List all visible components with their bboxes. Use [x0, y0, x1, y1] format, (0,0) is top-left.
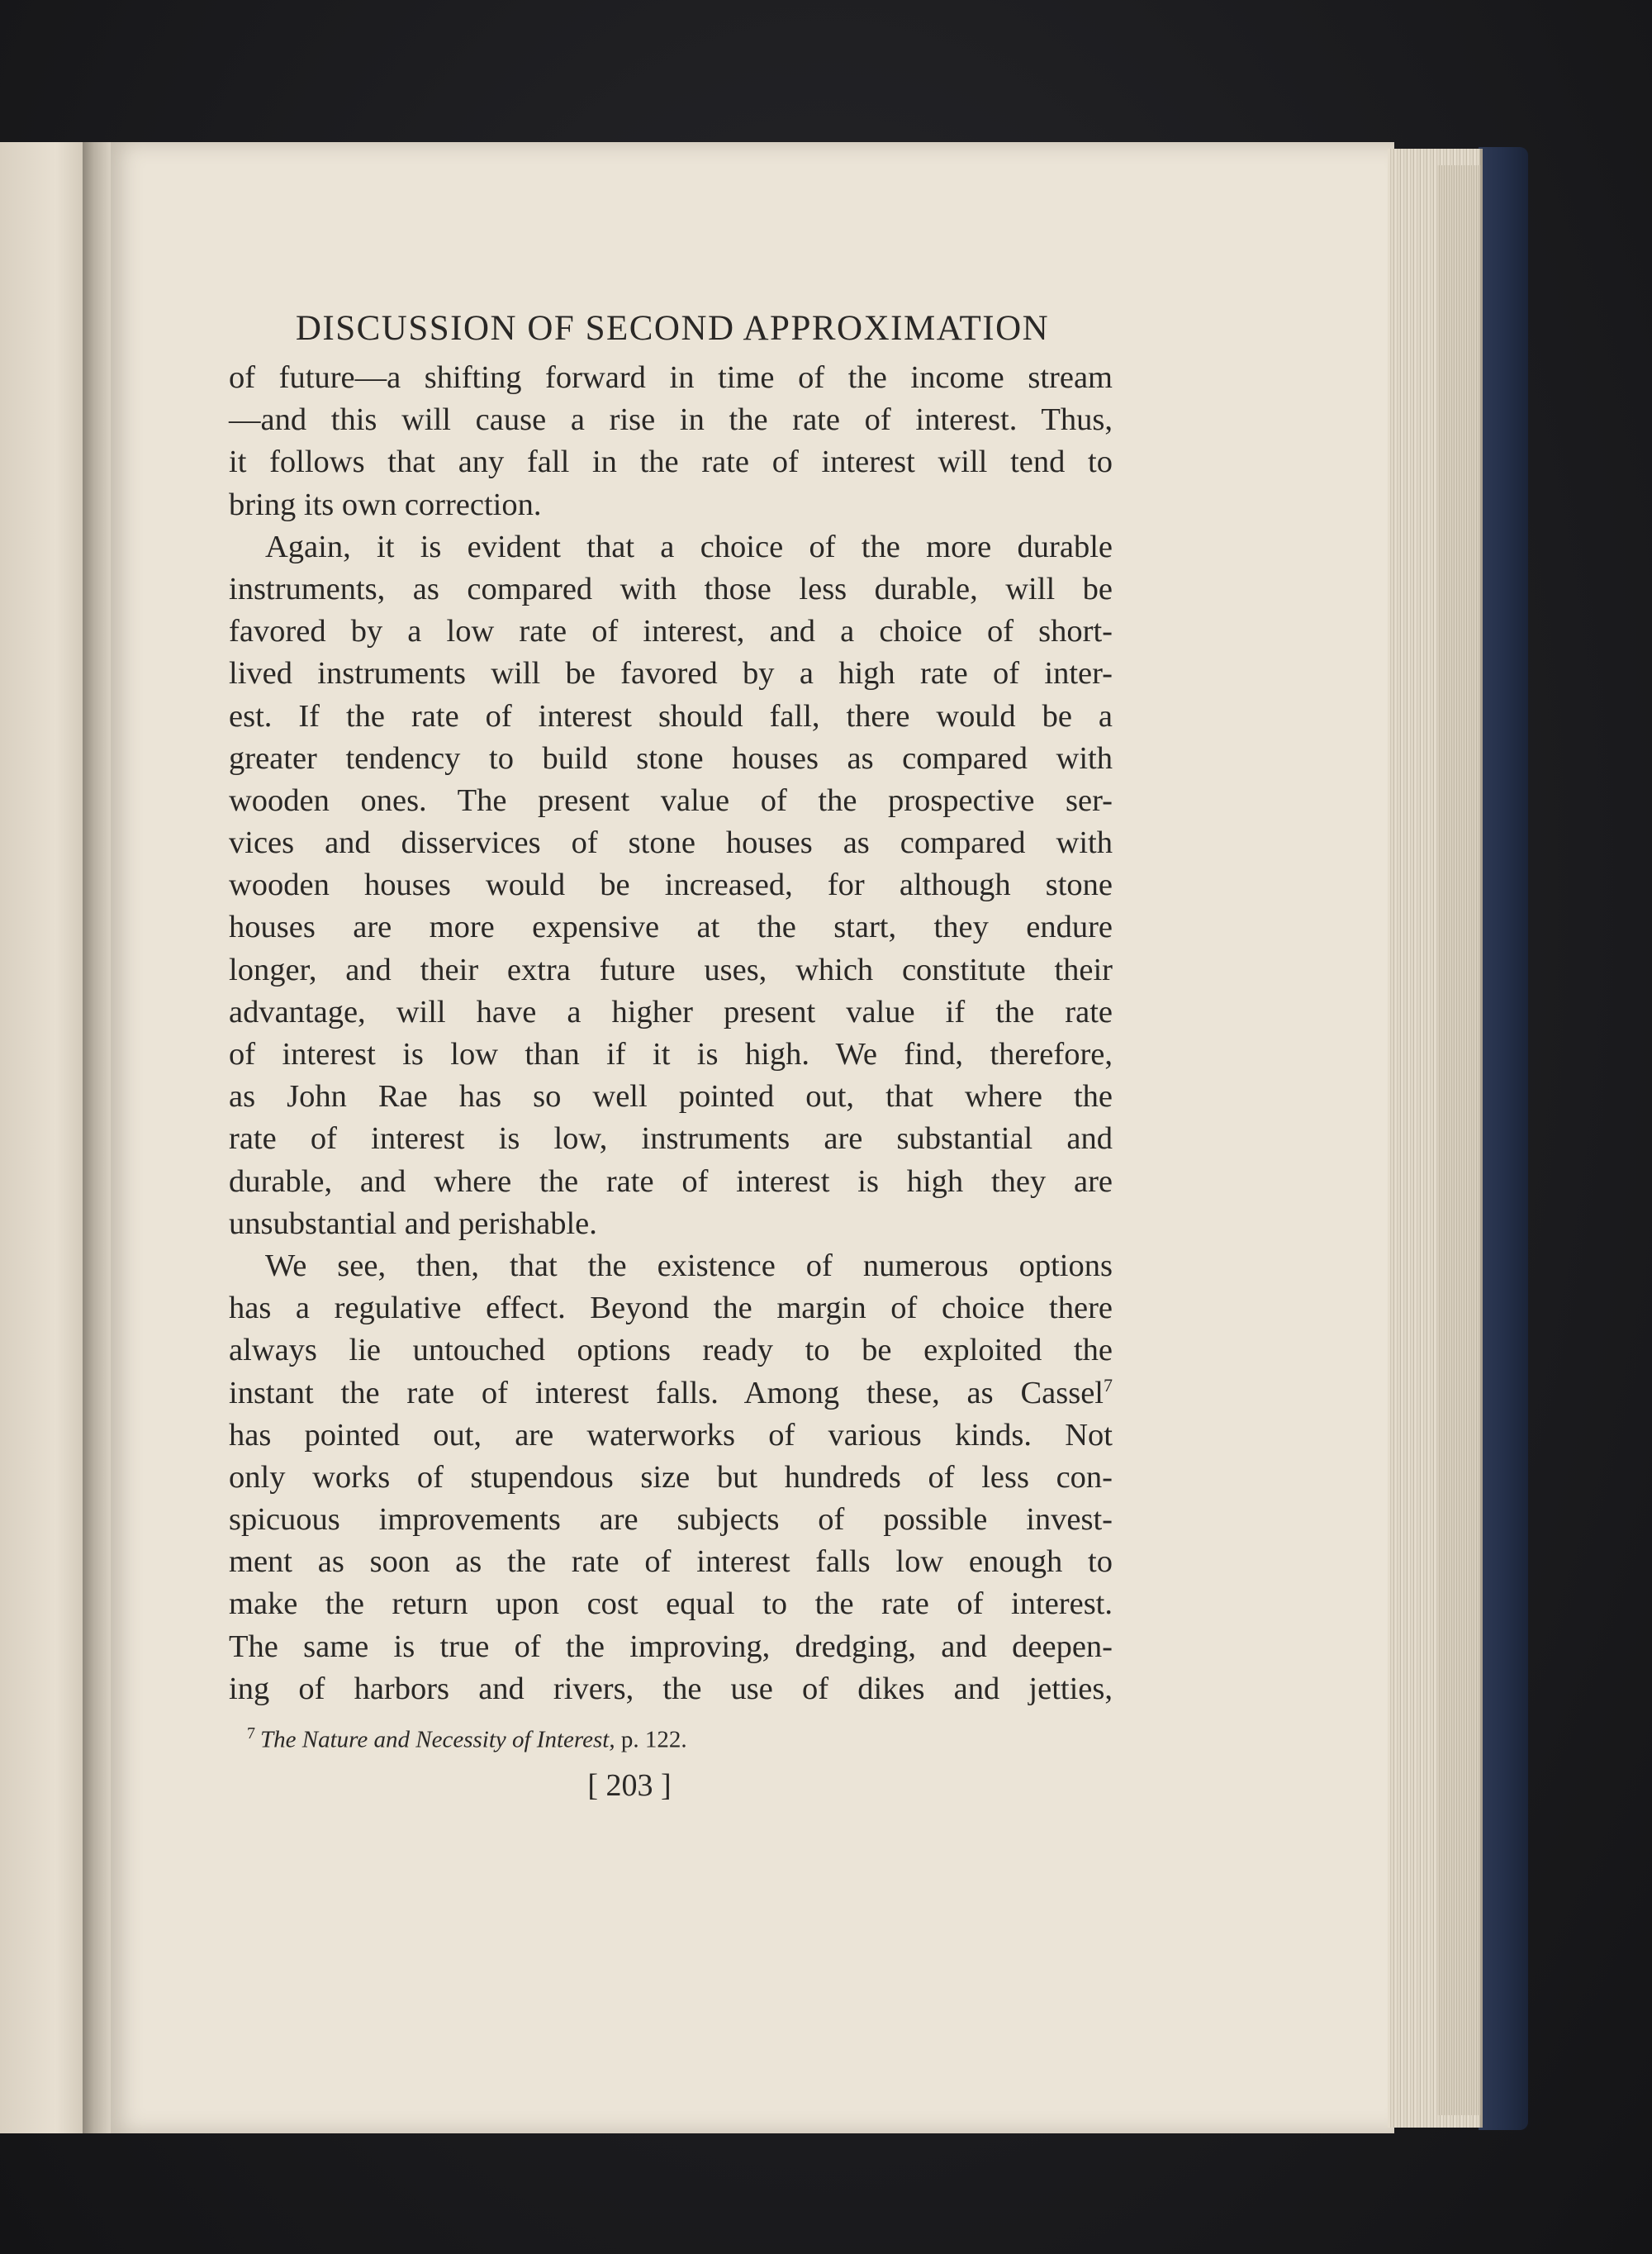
text-line: [229, 906, 1113, 949]
text-line-content: as John Rae has so well pointed out, that where the: [229, 1079, 1113, 1115]
text-line: [229, 1034, 1113, 1076]
text-line-content: ment as soon as the rate of interest falls low enough to: [229, 1544, 1113, 1580]
page-stack-edges: [1388, 149, 1483, 2128]
text-line-content: only works of stupendous size but hundreds of less con-: [229, 1459, 1113, 1495]
footnote-title: The Nature and Necessity of Interest,: [260, 1726, 615, 1753]
text-line: [229, 1626, 1113, 1668]
text-line-content: We see, then, that the existence of numerous options: [265, 1248, 1113, 1283]
running-head: DISCUSSION OF SECOND APPROXIMATION: [295, 309, 1050, 348]
text-line: [229, 1583, 1113, 1625]
text-line: [229, 1668, 1113, 1710]
text-line: [229, 526, 1113, 568]
text-line-content: always lie untouched options ready to be exploited the: [229, 1333, 1113, 1368]
text-line-content: vices and disservices of stone houses as compared with: [229, 825, 1113, 861]
text-line: [229, 1245, 1113, 1287]
text-line: [229, 611, 1113, 653]
text-line: [229, 1287, 1113, 1329]
text-line: [229, 738, 1113, 780]
text-line-content: of interest is low than if it is high. We find, therefore,: [229, 1037, 1113, 1072]
text-line: [229, 1161, 1113, 1203]
body-text: [229, 357, 1113, 1710]
text-line-content: instant the rate of interest falls. Among these, as Cassel: [229, 1375, 1104, 1410]
text-line: [229, 949, 1113, 991]
text-line-content: make the return upon cost equal to the rate of interest.: [229, 1586, 1113, 1622]
text-line-content: greater tendency to build stone houses as compared with: [229, 740, 1113, 776]
text-line: [229, 441, 1113, 483]
text-line-content: has pointed out, are waterworks of various kinds. Not: [229, 1417, 1113, 1453]
text-line-content: bring its own correction.: [229, 487, 542, 522]
text-line-content: it follows that any fall in the rate of interest will tend to: [229, 445, 1113, 480]
text-line-content: unsubstantial and perishable.: [229, 1205, 597, 1241]
text-line: [229, 357, 1113, 399]
text-line: [229, 484, 1113, 526]
text-line-content: rate of interest is low, instruments are substantial and: [229, 1121, 1113, 1157]
text-line-content: lived instruments will be favored by a high rate of inter-: [229, 656, 1113, 692]
text-line-content: The same is true of the improving, dredging, and deepen-: [229, 1629, 1113, 1664]
text-line: [229, 1372, 1113, 1415]
text-line-content: of future—a shifting forward in time of the income stream: [229, 360, 1113, 395]
page-number: [ 203 ]: [587, 1767, 672, 1803]
text-line: [229, 399, 1113, 441]
text-line-content: wooden ones. The present value of the prospective ser-: [229, 782, 1113, 818]
text-line-content: has a regulative effect. Beyond the margin of choice there: [229, 1291, 1113, 1326]
text-line-content: est. If the rate of interest should fall, there would be a: [229, 698, 1113, 734]
text-line-content: favored by a low rate of interest, and a choice of short-: [229, 614, 1113, 649]
text-line: [229, 1499, 1113, 1541]
text-line: [229, 864, 1113, 906]
footnote: [229, 1717, 1113, 1757]
text-line-content: durable, and where the rate of interest is high they are: [229, 1163, 1113, 1199]
text-line-content: advantage, will have a higher present value if the rate: [229, 994, 1113, 1030]
text-line: [229, 1457, 1113, 1499]
text-line: [229, 780, 1113, 822]
text-line-content: instruments, as compared with those less durable, will be: [229, 571, 1113, 606]
text-line: [229, 696, 1113, 738]
text-line: [229, 1415, 1113, 1457]
text-line: [229, 822, 1113, 864]
footnote-mark: 7: [247, 1724, 255, 1743]
text-line-content: longer, and their extra future uses, which constitute their: [229, 952, 1113, 987]
text-line: [229, 1203, 1113, 1245]
footnote-reference: 7: [1104, 1374, 1113, 1396]
book-cover-edge: [1479, 147, 1528, 2130]
text-line-content: houses are more expensive at the start, they endure: [229, 910, 1113, 945]
text-line-content: wooden houses would be increased, for although stone: [229, 868, 1113, 903]
text-line-content: ing of harbors and rivers, the use of dikes and jetties,: [229, 1671, 1113, 1706]
text-line: [229, 1118, 1113, 1160]
footnote-page-ref: p. 122.: [620, 1726, 687, 1753]
text-line: [229, 991, 1113, 1034]
text-line: [229, 653, 1113, 695]
text-line: [229, 1329, 1113, 1372]
text-line-content: —and this will cause a rise in the rate of interest. Thus,: [229, 402, 1113, 438]
page-gutter: [83, 142, 111, 2133]
text-line: [229, 568, 1113, 611]
text-line-content: spicuous improvements are subjects of possible invest-: [229, 1502, 1113, 1538]
facing-page-edge: [0, 142, 93, 2133]
text-line-content: Again, it is evident that a choice of the more durable: [265, 529, 1113, 564]
text-line: [229, 1076, 1113, 1118]
text-line: [229, 1541, 1113, 1583]
page-text-block: [229, 304, 1113, 1806]
